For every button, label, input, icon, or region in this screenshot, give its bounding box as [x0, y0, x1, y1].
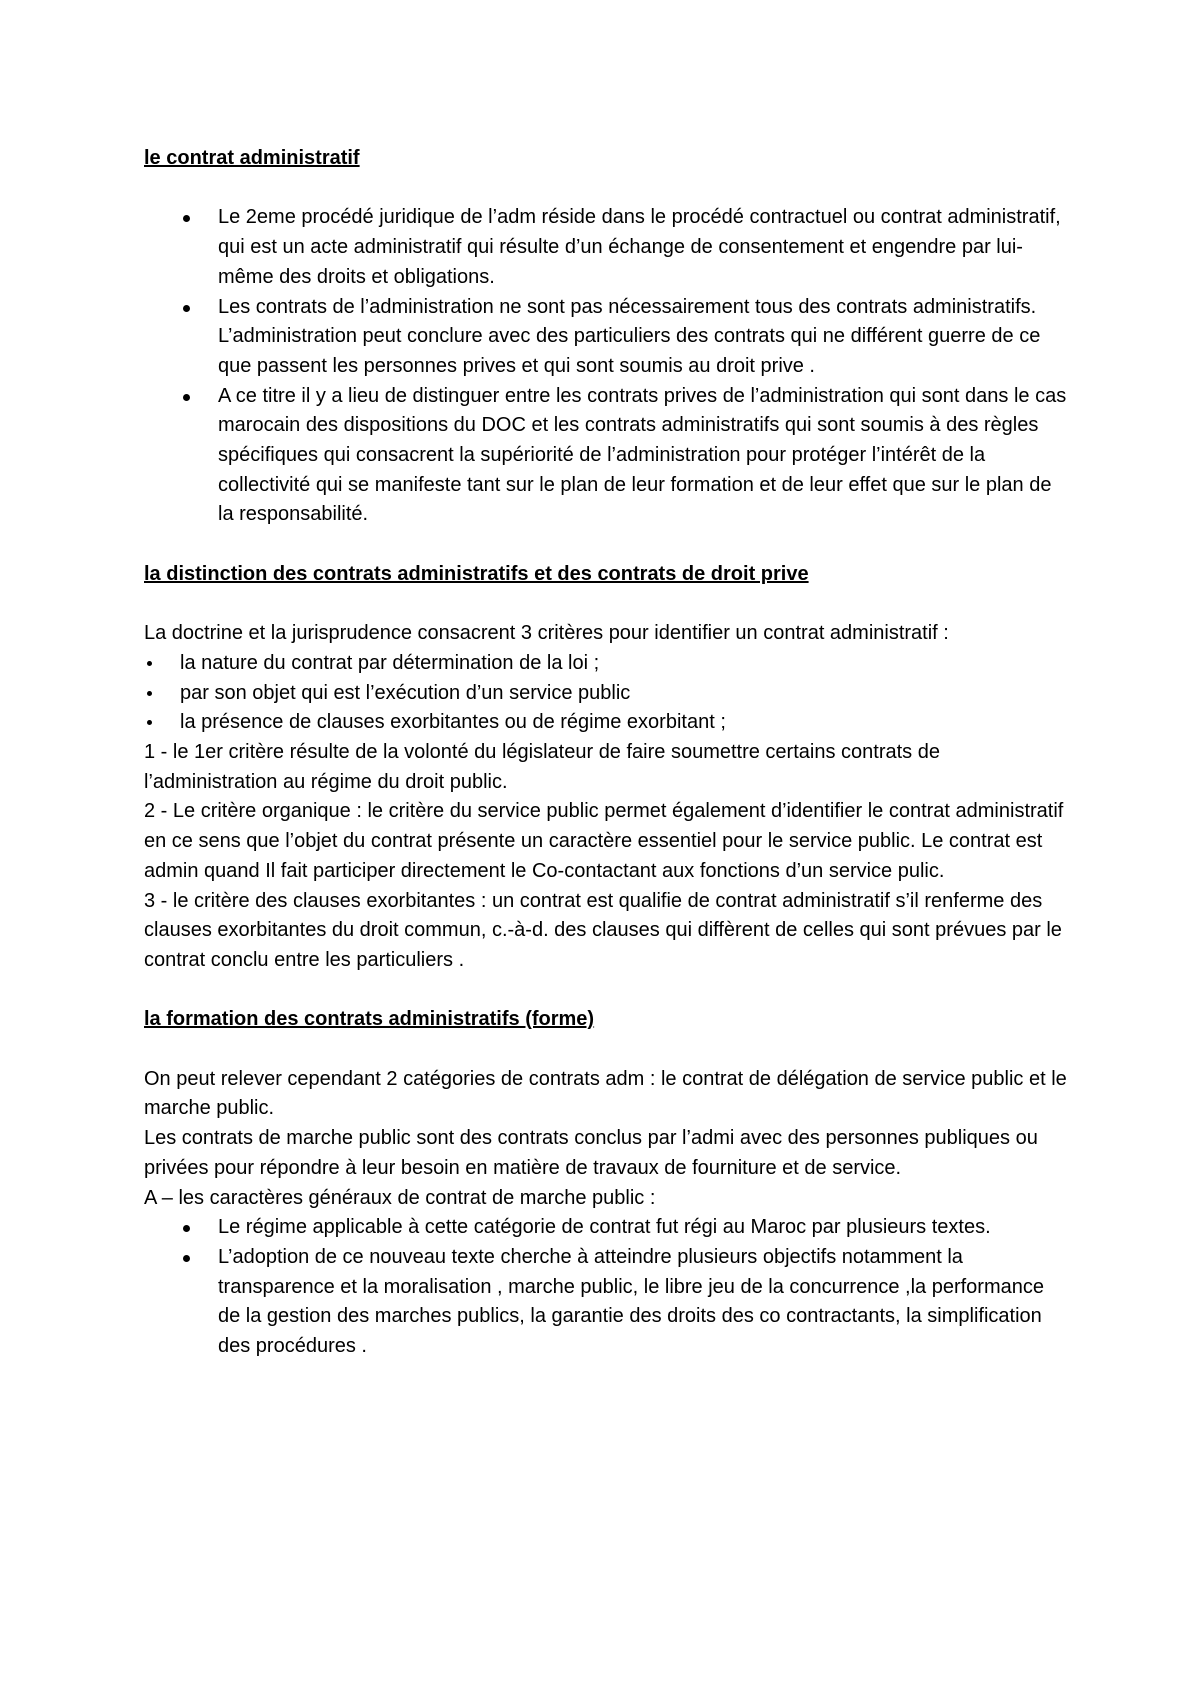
bullet-list-marche-public: [144, 1213, 1070, 1362]
list-item: Les contrats de l’administration ne sont pas nécessairement tous des contrats administratifs. L’administration peut conclure avec des particuliers des contrats qui ne différent guerre de ce que passent les personnes prives et qui sont soumis au droit prive .: [218, 293, 1070, 382]
list-item: par son objet qui est l’exécution d’un service public: [180, 679, 1070, 709]
spacer: [144, 976, 1070, 1006]
bullet-list-criteres: [144, 649, 1070, 738]
paragraph-categories: On peut relever cependant 2 catégories de contrats adm : le contrat de délégation de service public et le marche public.: [144, 1067, 1067, 1120]
list-item: Le régime applicable à cette catégorie de contrat fut régi au Maroc par plusieurs textes.: [218, 1213, 1070, 1243]
section-heading-distinction: la distinction des contrats administratifs et des contrats de droit prive: [144, 562, 809, 585]
list-item: Le 2eme procédé juridique de l’adm réside dans le procédé contractuel ou contrat administratif, qui est un acte administratif qui résulte d’un échange de consentement et engendre par lui-même des droits et obligations.: [218, 203, 1070, 292]
paragraph-marche-public: Les contrats de marche public sont des contrats conclus par l’admi avec des personnes publiques ou privées pour répondre à leur besoin en matière de travaux de fourniture et de service.: [144, 1127, 1038, 1179]
paragraph-critere-1: 1 - le 1er critère résulte de la volonté du législateur de faire soumettre certains contrats de l’administration au régime du droit public.: [144, 741, 940, 793]
list-item: la nature du contrat par détermination de la loi ;: [180, 649, 1070, 679]
spacer: [144, 590, 1070, 620]
spacer: [144, 1035, 1070, 1065]
list-item: A ce titre il y a lieu de distinguer entre les contrats prives de l’administration qui sont dans le cas marocain des dispositions du DOC et les contrats administratifs qui sont soumis à des règles spécifiques qui consacrent la supériorité de l’administration pour protéger l’intérêt de la collectivité qui se manifeste tant sur le plan de leur formation et de leur effet que sur le plan de la responsabilité.: [218, 382, 1070, 531]
list-item: la présence de clauses exorbitantes ou de régime exorbitant ;: [180, 708, 1070, 738]
paragraph-subheading-a: A – les caractères généraux de contrat de marche public :: [144, 1186, 656, 1209]
list-item: L’adoption de ce nouveau texte cherche à atteindre plusieurs objectifs notamment la transparence et la moralisation , marche public, le libre jeu de la concurrence ,la performance de la gestion des marches publics, la garantie des droits des co contractants, la simplification des procédures .: [218, 1243, 1070, 1362]
paragraph-intro-criteres: La doctrine et la jurisprudence consacrent 3 critères pour identifier un contrat administratif :: [144, 622, 949, 645]
paragraph-critere-2: 2 - Le critère organique : le critère du service public permet également d’identifier le contrat administratif en ce sens que l’objet du contrat présente un caractère essentiel pour le service public. Le contrat est admin quand Il fait participer directement le Co-contactant aux fonctions d’un service pulic.: [144, 800, 1064, 882]
bullet-list-intro: [144, 203, 1070, 530]
spacer: [144, 174, 1070, 204]
section-heading-contrat-administratif: le contrat administratif: [144, 147, 360, 169]
spacer: [144, 530, 1070, 560]
section-heading-formation: la formation des contrats administratifs (forme): [144, 1008, 595, 1031]
paragraph-critere-3: 3 - le critère des clauses exorbitantes : un contrat est qualifie de contrat administratif s’il renferme des clauses exorbitantes du droit commun, c.-à-d. des clauses qui diffèrent de celles qui sont prévues par le contrat conclu entre les particuliers .: [144, 889, 1062, 971]
